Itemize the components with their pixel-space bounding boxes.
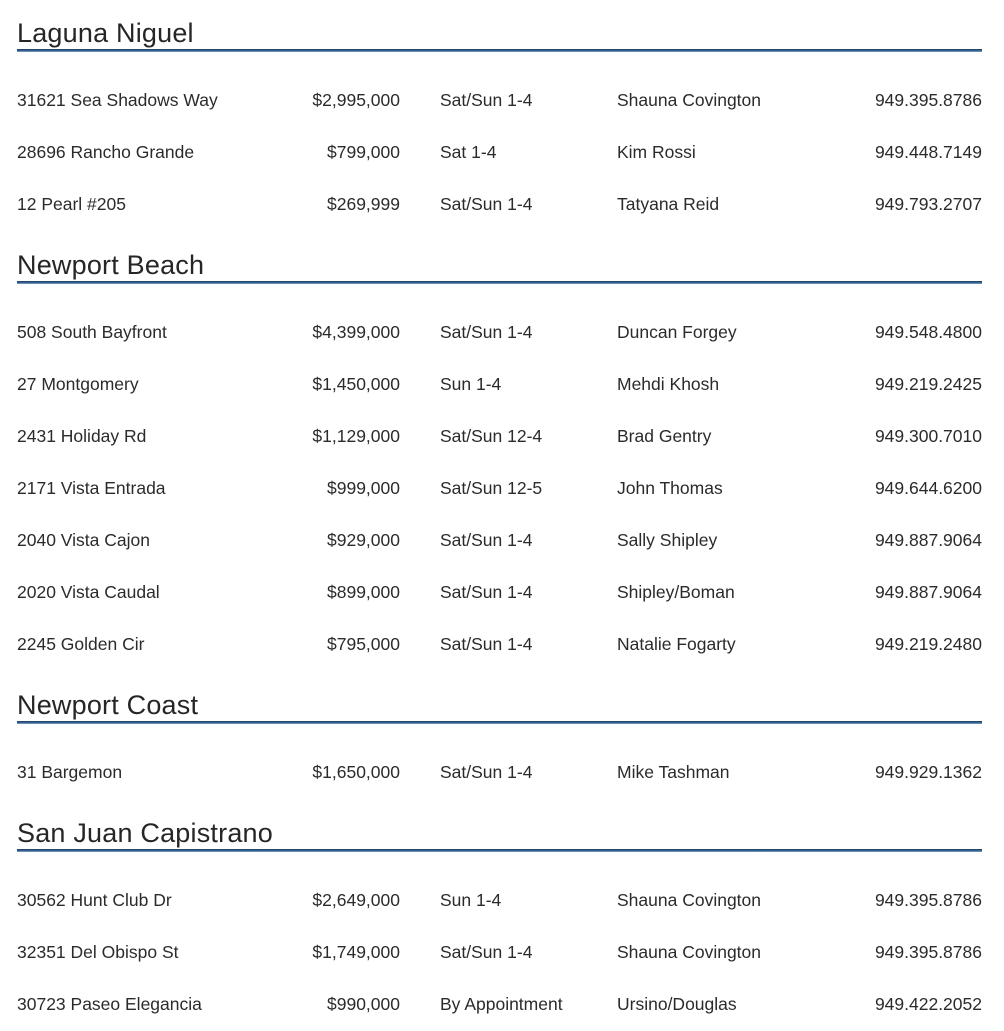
- agent-name: Shauna Covington: [617, 941, 761, 962]
- listing-row: [17, 978, 982, 1030]
- open-house-time: Sun 1-4: [440, 373, 502, 394]
- agent-phone: 949.793.2707: [874, 193, 982, 214]
- agent-name: Shauna Covington: [617, 889, 761, 910]
- heading-underline-rule: [17, 49, 982, 52]
- listing-address: 27 Montgomery: [17, 373, 139, 394]
- listing-address: 508 South Bayfront: [17, 321, 167, 342]
- listing-row: [17, 926, 982, 978]
- listing-row: [17, 566, 982, 618]
- listing-address: 31621 Sea Shadows Way: [17, 89, 218, 110]
- agent-phone: 949.395.8786: [874, 889, 982, 910]
- listing-price: $2,995,000: [312, 89, 400, 110]
- listing-price: $990,000: [327, 993, 400, 1014]
- open-house-time: Sat/Sun 1-4: [440, 89, 533, 110]
- agent-name: Sally Shipley: [617, 529, 718, 550]
- open-house-time: Sat 1-4: [440, 141, 497, 162]
- listing-row: [17, 74, 982, 126]
- agent-name: Kim Rossi: [617, 141, 696, 162]
- heading-underline-rule: [17, 281, 982, 284]
- heading-underline-rule: [17, 721, 982, 724]
- open-house-time: Sat/Sun 1-4: [440, 529, 533, 550]
- city-heading: Newport Coast: [17, 690, 199, 720]
- agent-name: Shauna Covington: [617, 89, 761, 110]
- listing-rows: [17, 874, 982, 1030]
- listing-price: $1,129,000: [312, 425, 400, 446]
- listing-rows: [17, 74, 982, 230]
- listing-row: [17, 306, 982, 358]
- agent-phone: 949.548.4800: [874, 321, 982, 342]
- agent-phone: 949.929.1362: [874, 761, 982, 782]
- agent-name: Natalie Fogarty: [617, 633, 736, 654]
- agent-phone: 949.422.2052: [874, 993, 982, 1014]
- listing-row: [17, 126, 982, 178]
- open-house-time: Sat/Sun 1-4: [440, 941, 533, 962]
- listing-address: 2431 Holiday Rd: [17, 425, 147, 446]
- heading-underline-rule: [17, 849, 982, 852]
- listing-price: $999,000: [327, 477, 400, 498]
- listing-address: 31 Bargemon: [17, 761, 123, 782]
- listing-address: 12 Pearl #205: [17, 193, 126, 214]
- listing-price: $799,000: [327, 141, 400, 162]
- listing-price: $1,749,000: [312, 941, 400, 962]
- listing-price: $1,450,000: [312, 373, 400, 394]
- open-house-time: By Appointment: [440, 993, 563, 1014]
- agent-phone: 949.395.8786: [874, 941, 982, 962]
- listing-rows: [17, 306, 982, 670]
- agent-name: Mike Tashman: [617, 761, 730, 782]
- city-heading: Newport Beach: [17, 250, 205, 280]
- agent-phone: 949.887.9064: [874, 581, 982, 602]
- listing-price: $899,000: [327, 581, 400, 602]
- city-heading: Laguna Niguel: [17, 18, 194, 48]
- agent-name: Duncan Forgey: [617, 321, 737, 342]
- listing-address: 2020 Vista Caudal: [17, 581, 160, 602]
- open-house-time: Sat/Sun 1-4: [440, 321, 533, 342]
- open-house-time: Sat/Sun 12-5: [440, 477, 543, 498]
- agent-name: John Thomas: [617, 477, 723, 498]
- listing-row: [17, 410, 982, 462]
- city-section: [17, 18, 982, 230]
- open-house-time: Sat/Sun 12-4: [440, 425, 543, 446]
- agent-phone: 949.219.2425: [874, 373, 982, 394]
- agent-name: Tatyana Reid: [617, 193, 720, 214]
- listing-address: 30723 Paseo Elegancia: [17, 993, 202, 1014]
- listing-price: $269,999: [327, 193, 400, 214]
- agent-phone: 949.644.6200: [874, 477, 982, 498]
- city-section: [17, 250, 982, 670]
- open-house-time: Sat/Sun 1-4: [440, 193, 533, 214]
- agent-name: Brad Gentry: [617, 425, 712, 446]
- listing-price: $795,000: [327, 633, 400, 654]
- agent-phone: 949.448.7149: [874, 141, 982, 162]
- agent-phone: 949.395.8786: [874, 89, 982, 110]
- listing-price: $929,000: [327, 529, 400, 550]
- city-section: [17, 690, 982, 798]
- agent-name: Mehdi Khosh: [617, 373, 720, 394]
- listing-row: [17, 462, 982, 514]
- listing-row: [17, 358, 982, 410]
- listing-row: [17, 746, 982, 798]
- city-section: [17, 818, 982, 1030]
- city-heading: San Juan Capistrano: [17, 818, 273, 848]
- listing-address: 2171 Vista Entrada: [17, 477, 166, 498]
- open-house-time: Sat/Sun 1-4: [440, 633, 533, 654]
- listing-rows: [17, 746, 982, 798]
- listing-address: 32351 Del Obispo St: [17, 941, 179, 962]
- open-house-time: Sun 1-4: [440, 889, 502, 910]
- listing-address: 2040 Vista Cajon: [17, 529, 150, 550]
- agent-phone: 949.219.2480: [874, 633, 982, 654]
- city-sections: [17, 18, 982, 1030]
- listing-address: 2245 Golden Cir: [17, 633, 145, 654]
- listing-row: [17, 514, 982, 566]
- open-house-time: Sat/Sun 1-4: [440, 581, 533, 602]
- listing-row: [17, 874, 982, 926]
- listing-address: 30562 Hunt Club Dr: [17, 889, 172, 910]
- agent-name: Ursino/Douglas: [617, 993, 737, 1014]
- open-house-time: Sat/Sun 1-4: [440, 761, 533, 782]
- listing-row: [17, 618, 982, 670]
- agent-phone: 949.300.7010: [874, 425, 982, 446]
- listing-row: [17, 178, 982, 230]
- agent-phone: 949.887.9064: [874, 529, 982, 550]
- listing-price: $2,649,000: [312, 889, 400, 910]
- listing-price: $1,650,000: [312, 761, 400, 782]
- listing-price: $4,399,000: [312, 321, 400, 342]
- listing-address: 28696 Rancho Grande: [17, 141, 195, 162]
- agent-name: Shipley/Boman: [617, 581, 735, 602]
